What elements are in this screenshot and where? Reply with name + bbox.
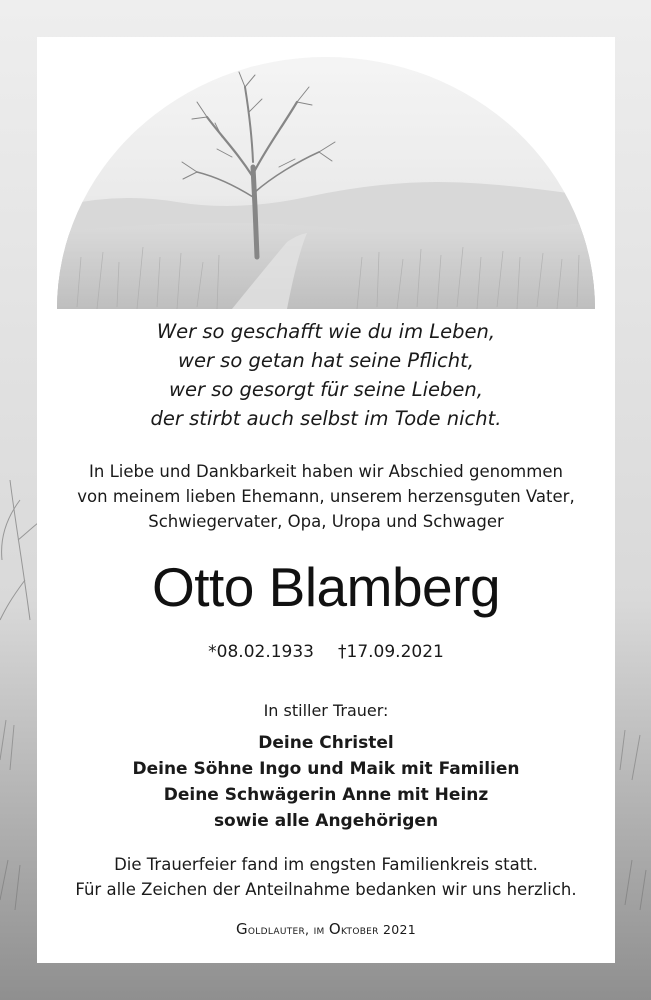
landscape-tree-photo [57, 57, 595, 309]
mourning-label: In stiller Trauer: [263, 701, 389, 720]
poem-line: wer so getan hat seine Pflicht, [178, 349, 474, 372]
death-cross-icon: † [338, 642, 347, 662]
place-initial: G [235, 920, 248, 938]
closing-note [37, 852, 615, 902]
birth-date: 08.02.1933 [216, 642, 314, 662]
place-and-date [37, 919, 615, 940]
intro-line: von meinem lieben Ehemann, unserem herzensguten Vater, [77, 487, 575, 506]
month-rest: ktober 2021 [341, 922, 416, 937]
death-date: 17.09.2021 [346, 642, 444, 662]
poem-line: der stirbt auch selbst im Tode nicht. [150, 407, 502, 430]
farewell-intro [37, 459, 615, 534]
mourner-line: Deine Söhne Ingo und Maik mit Familien [132, 759, 520, 779]
month-initial: O [328, 920, 342, 938]
birth-symbol: * [208, 642, 217, 662]
closing-line: Die Trauerfeier fand im engsten Familienkreis statt. [114, 855, 538, 874]
poem-line: wer so gesorgt für seine Lieben, [169, 378, 483, 401]
intro-line: Schwiegervater, Opa, Uropa und Schwager [148, 512, 504, 531]
mourners-list [37, 730, 615, 834]
intro-line: In Liebe und Dankbarkeit haben wir Abschied genommen [89, 462, 563, 481]
mourner-line: Deine Schwägerin Anne mit Heinz [163, 785, 489, 805]
place-rest: oldlauter, im [247, 922, 329, 937]
obituary-card [37, 37, 615, 963]
deceased-name: Otto Blamberg [151, 556, 501, 618]
poem-line: Wer so geschafft wie du im Leben, [156, 320, 496, 343]
mourner-line: Deine Christel [258, 733, 394, 753]
memorial-poem [37, 317, 615, 433]
closing-line: Für alle Zeichen der Anteilnahme bedanken wir uns herzlich. [75, 880, 577, 899]
mourner-line: sowie alle Angehörigen [213, 811, 439, 831]
life-dates [37, 639, 615, 665]
